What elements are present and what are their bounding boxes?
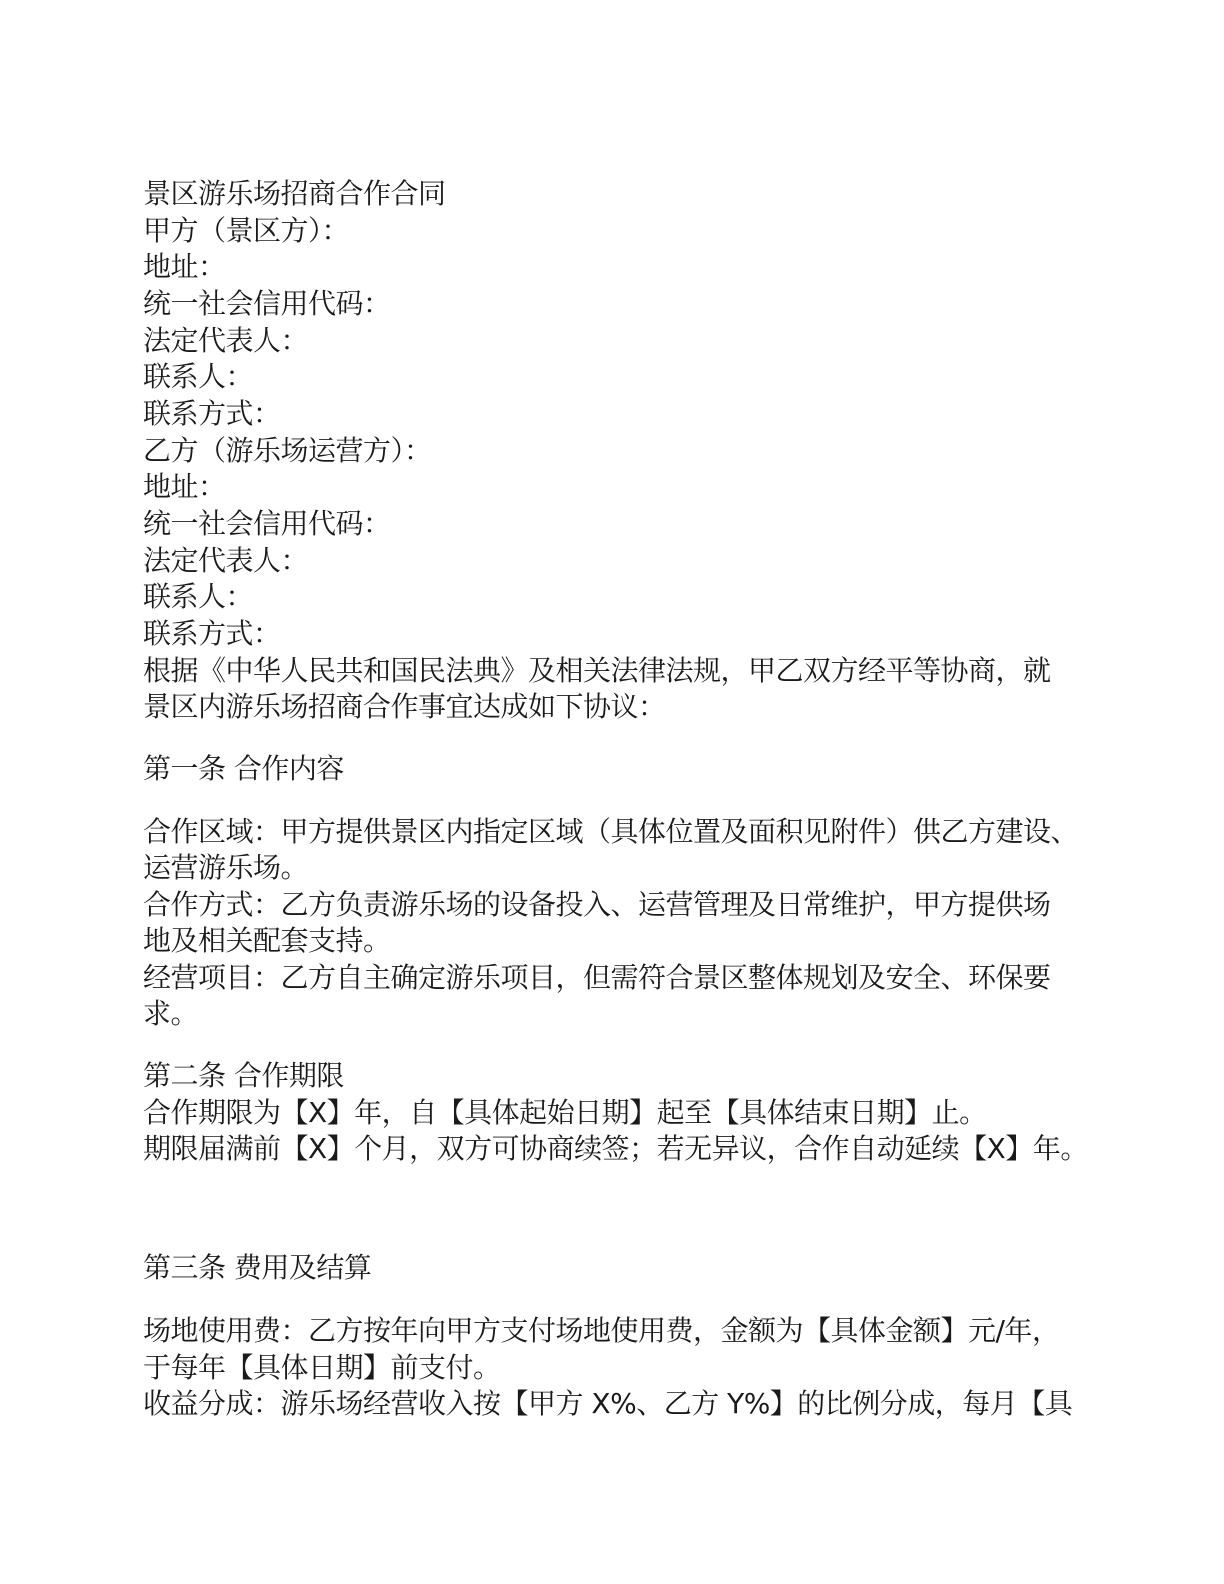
party-a-contact-method: 联系方式： <box>143 397 281 430</box>
party-a-address: 地址： <box>143 250 226 283</box>
article-1-line: 地及相关配套支持。 <box>143 924 391 957</box>
party-b-contact-method: 联系方式： <box>143 617 281 650</box>
preamble-line: 景区内游乐场招商合作事宜达成如下协议： <box>143 690 666 723</box>
article-1-line: 合作方式：乙方负责游乐场的设备投入、运营管理及日常维护，甲方提供场 <box>143 888 1051 921</box>
preamble-line: 根据《中华人民共和国民法典》及相关法律法规，甲乙双方经平等协商，就 <box>143 654 1051 687</box>
article-1-line: 经营项目：乙方自主确定游乐项目，但需符合景区整体规划及安全、环保要 <box>143 961 1051 994</box>
article-2-heading: 第二条 合作期限 <box>143 1059 344 1092</box>
party-b-legal-rep: 法定代表人： <box>143 544 309 577</box>
party-b-credit-code: 统一社会信用代码： <box>143 507 391 540</box>
article-1-line: 合作区域：甲方提供景区内指定区域（具体位置及面积见附件）供乙方建设、 <box>143 815 1079 848</box>
party-a-contact: 联系人： <box>143 360 254 393</box>
article-3-line: 场地使用费：乙方按年向甲方支付场地使用费，金额为【具体金额】元/年， <box>143 1314 1060 1347</box>
article-1-line: 运营游乐场。 <box>143 851 309 884</box>
article-3-line: 收益分成：游乐场经营收入按【甲方 X%、乙方 Y%】的比例分成，每月【具 <box>143 1387 1073 1420</box>
document-title: 景区游乐场招商合作合同 <box>143 177 446 210</box>
article-1-heading: 第一条 合作内容 <box>143 752 344 785</box>
article-3-heading: 第三条 费用及结算 <box>143 1251 372 1284</box>
article-3-line: 于每年【具体日期】前支付。 <box>143 1351 501 1384</box>
party-b-contact: 联系人： <box>143 580 254 613</box>
party-a-credit-code: 统一社会信用代码： <box>143 287 391 320</box>
party-a-legal-rep: 法定代表人： <box>143 324 309 357</box>
party-b-heading: 乙方（游乐场运营方）： <box>143 434 432 467</box>
article-2-line: 期限届满前【X】个月，双方可协商续签；若无异议，合作自动延续【X】年。 <box>143 1132 1088 1165</box>
party-b-address: 地址： <box>143 470 226 503</box>
party-a-heading: 甲方（景区方）： <box>143 214 350 247</box>
article-1-line: 求。 <box>143 997 199 1030</box>
article-2-line: 合作期限为【X】年，自【具体起始日期】起至【具体结束日期】止。 <box>143 1096 987 1129</box>
